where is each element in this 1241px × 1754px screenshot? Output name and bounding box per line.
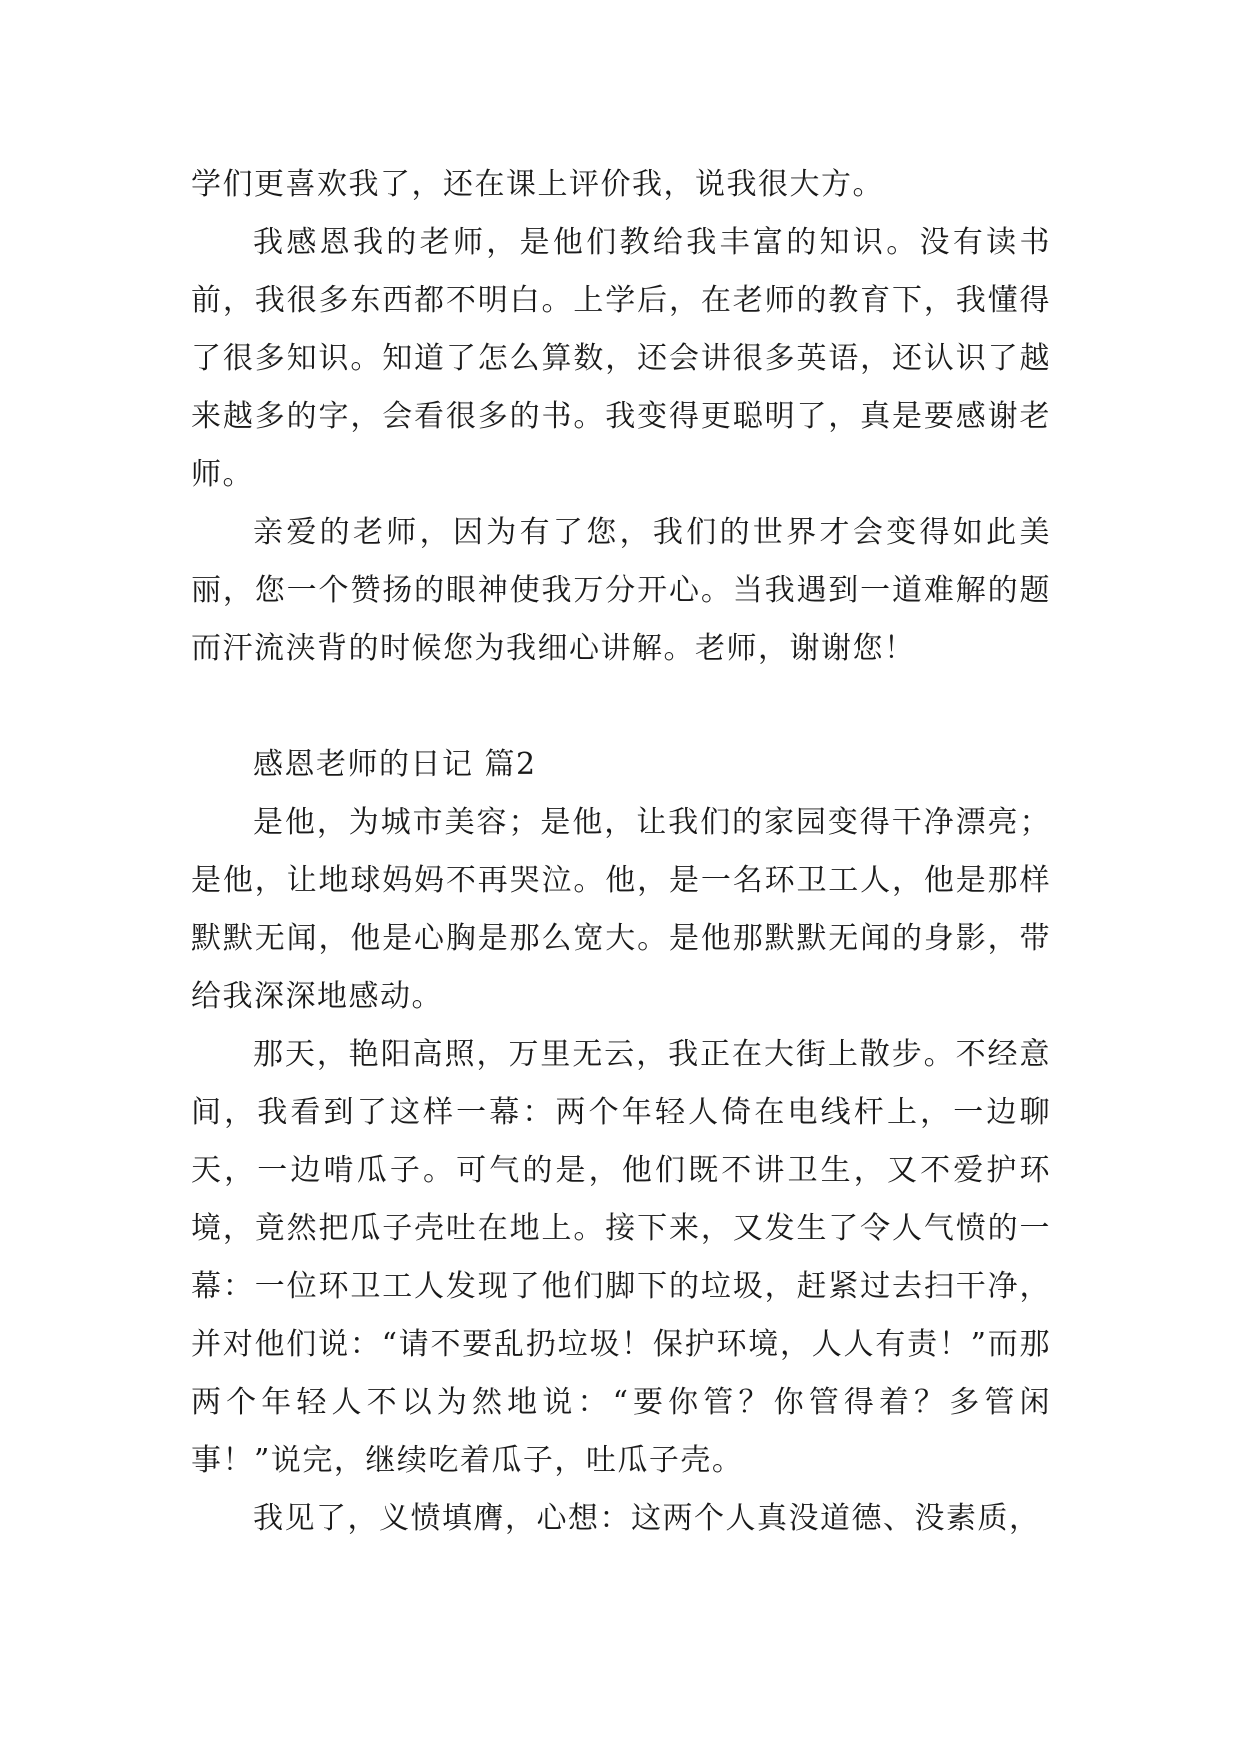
paragraph-indignation: 我见了，义愤填膺，心想：这两个人真没道德、没素质， [253, 1501, 1041, 1536]
paragraph-sanitation-worker: 是他，为城市美容；是他，让我们的家园变得干净漂亮；是他，让地球妈妈不再哭泣。他，是一名环卫工人，他是那样默默无闻，他是心胸是那么宽大。是他那默默无闻的身影，带给我深深地感动。 [191, 805, 1051, 1014]
paragraph-dear-teacher: 亲爱的老师，因为有了您，我们的世界才会变得如此美丽，您一个赞扬的眼神使我万分开心。当我遇到一道难解的题而汗流浃背的时候您为我细心讲解。老师，谢谢您！ [191, 515, 1051, 666]
section-title: 感恩老师的日记 篇2 [253, 747, 537, 782]
paragraph-street-scene: 那天，艳阳高照，万里无云，我正在大街上散步。不经意间，我看到了这样一幕：两个年轻人倚在电线杆上，一边聊天，一边啃瓜子。可气的是，他们既不讲卫生，又不爱护环境，竟然把瓜子壳吐在地上。接下来，又发生了令人气愤的一幕：一位环卫工人发现了他们脚下的垃圾，赶紧过去扫干净，并对他们说：“请不要乱扔垃圾！保护环境，人人有责！”而那两个年轻人不以为然地说：“要你管？你管得着？多管闲事！”说完，继续吃着瓜子，吐瓜子壳。 [191, 1037, 1051, 1478]
section-spacer [191, 678, 1051, 736]
document-body [191, 156, 1051, 1548]
paragraph-teacher-knowledge: 我感恩我的老师，是他们教给我丰富的知识。没有读书前，我很多东西都不明白。上学后，在老师的教育下，我懂得了很多知识。知道了怎么算数，还会讲很多英语，还认识了越来越多的字，会看很多的书。我变得更聪明了，真是要感谢老师。 [191, 225, 1051, 492]
paragraph-continued: 学们更喜欢我了，还在课上评价我，说我很大方。 [191, 167, 884, 202]
